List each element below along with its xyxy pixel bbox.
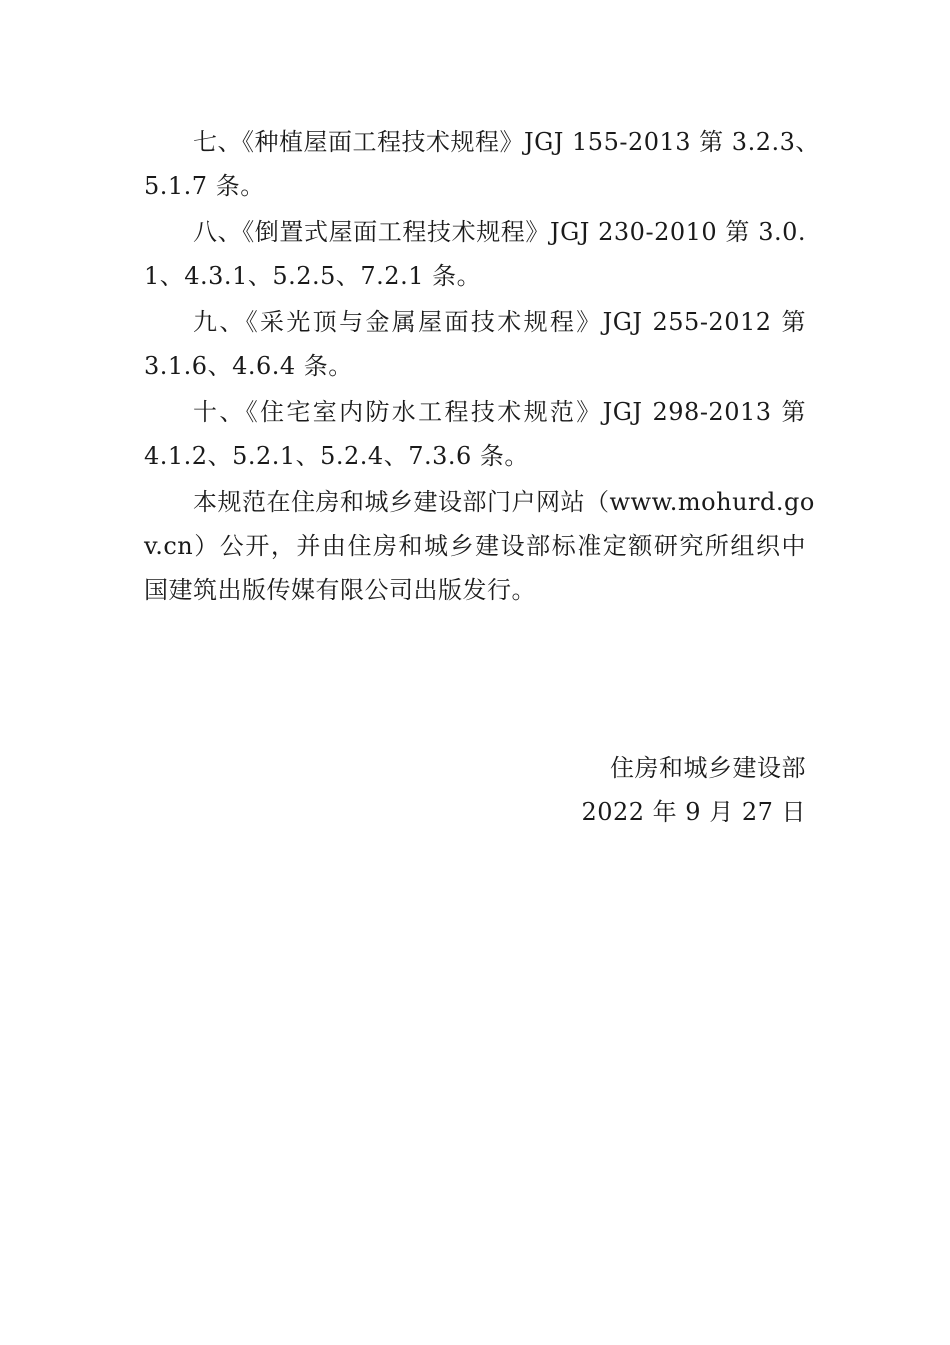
issue-date: 2022 年 9 月 27 日 <box>581 798 806 826</box>
publication-line-2: v.cn）公开，并由住房和城乡建设部标准定额研究所组织中 <box>144 532 806 560</box>
issuer-name: 住房和城乡建设部 <box>610 754 806 782</box>
item-7-line-1: 七、《种植屋面工程技术规程》JGJ 155-2013 第 3.2.3、 <box>193 128 820 156</box>
item-9-line-2: 3.1.6、4.6.4 条。 <box>144 352 353 380</box>
item-9-line-1: 九、《采光顶与金属屋面技术规程》JGJ 255-2012 第 <box>193 308 806 336</box>
publication-line-1: 本规范在住房和城乡建设部门户网站（www.mohurd.go <box>193 488 815 516</box>
item-8-line-1: 八、《倒置式屋面工程技术规程》JGJ 230-2010 第 3.0. <box>193 218 806 246</box>
item-8-line-2: 1、4.3.1、5.2.5、7.2.1 条。 <box>144 262 482 290</box>
item-10-line-2: 4.1.2、5.2.1、5.2.4、7.3.6 条。 <box>144 442 529 470</box>
item-10-line-1: 十、《住宅室内防水工程技术规范》JGJ 298-2013 第 <box>193 398 806 426</box>
publication-line-3: 国建筑出版传媒有限公司出版发行。 <box>144 576 536 604</box>
item-7-line-2: 5.1.7 条。 <box>144 172 265 200</box>
